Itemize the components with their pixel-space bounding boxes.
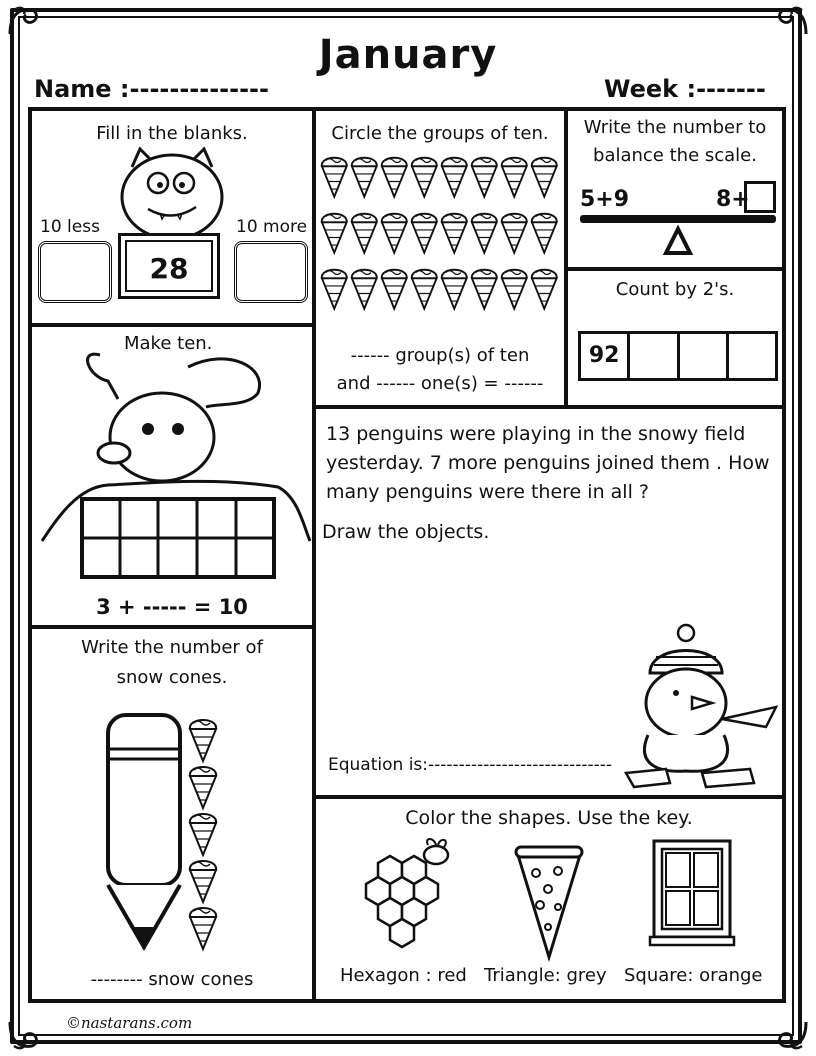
- copyright: ©nastarans.com: [66, 1014, 193, 1032]
- balance-section: [564, 107, 786, 271]
- ten-less-label: 10 less: [40, 217, 100, 237]
- ten-less-answer-box[interactable]: [38, 241, 112, 303]
- snow-cone-icon: [502, 158, 527, 197]
- snow-cones-section: [28, 625, 316, 1003]
- make-ten-section: [28, 323, 316, 629]
- equation-line[interactable]: Equation is:------------------------------: [328, 755, 613, 775]
- fill-blanks-section: [28, 107, 316, 327]
- scale-icon: [580, 215, 776, 259]
- week-field[interactable]: Week :-------: [604, 75, 766, 103]
- triangle-key: Triangle: grey: [484, 965, 607, 986]
- ten-more-answer-box[interactable]: [234, 241, 308, 303]
- balance-title-line2: balance the scale.: [593, 145, 757, 166]
- snow-cone-icon: [502, 270, 527, 309]
- circle-groups-title: Circle the groups of ten.: [331, 123, 549, 144]
- balance-title-line1: Write the number to: [583, 117, 767, 138]
- center-number: 28: [125, 240, 213, 292]
- color-shapes-title: Color the shapes. Use the key.: [405, 807, 693, 829]
- penguin-icon: [626, 623, 782, 795]
- pizza-triangle-icon[interactable]: [514, 843, 584, 963]
- snow-cone-icon: [532, 270, 557, 309]
- snow-cone-icon: [322, 214, 347, 253]
- snow-cone-icon: [412, 214, 437, 253]
- snow-cone-icon: [532, 214, 557, 253]
- snow-cone-icon: [322, 270, 347, 309]
- color-shapes-section: [312, 795, 786, 1003]
- snow-cone-icon: [322, 158, 347, 197]
- ones-line[interactable]: and ------ one(s) = ------: [336, 373, 544, 394]
- snow-cone-icon: [190, 908, 216, 949]
- word-problem-section: [312, 405, 786, 799]
- snow-cone-icon: [412, 158, 437, 197]
- draw-objects-label: Draw the objects.: [322, 521, 490, 543]
- snow-cone-icon: [472, 214, 497, 253]
- corner-swirl-icon: [6, 1018, 40, 1052]
- groups-of-ten-line[interactable]: ------ group(s) of ten: [350, 345, 530, 366]
- make-ten-title: Make ten.: [124, 333, 213, 354]
- snow-cones-title-line1: Write the number of: [81, 637, 263, 658]
- balance-right-expression: 8+: [716, 187, 750, 212]
- count-blank-cell[interactable]: [729, 334, 775, 378]
- window-square-icon[interactable]: [650, 837, 736, 957]
- count-by-two-section: [564, 267, 786, 409]
- ten-more-label: 10 more: [236, 217, 308, 237]
- name-field[interactable]: Name :--------------: [34, 75, 269, 103]
- snow-cone-icon: [532, 158, 557, 197]
- circle-groups-section: [312, 107, 568, 409]
- snow-cone-icon: [190, 767, 216, 808]
- snow-cone-icon: [412, 270, 437, 309]
- snow-cones-answer-line[interactable]: -------- snow cones: [90, 969, 254, 990]
- snow-cone-icon: [442, 270, 467, 309]
- snow-cone-icon: [472, 270, 497, 309]
- pencil-icon: [104, 711, 184, 951]
- snow-cone-icon: [382, 158, 407, 197]
- snow-cones-title-line2: snow cones.: [116, 667, 228, 688]
- balance-left-expression: 5+9: [580, 187, 630, 212]
- count-sequence: [578, 331, 778, 381]
- snow-cone-icon: [382, 214, 407, 253]
- count-start-cell: 92: [581, 334, 630, 378]
- snow-cone-icon: [442, 158, 467, 197]
- problem-line-3: many penguins were there in all ?: [326, 481, 649, 503]
- fill-blanks-title: Fill in the blanks.: [96, 123, 248, 144]
- hexagon-key: Hexagon : red: [340, 965, 467, 986]
- make-ten-equation[interactable]: 3 + ----- = 10: [96, 595, 248, 619]
- drawing-area[interactable]: [322, 549, 622, 749]
- snow-cone-icon: [352, 158, 377, 197]
- snow-cone-icon: [190, 861, 216, 902]
- problem-line-2: yesterday. 7 more penguins joined them . How: [326, 452, 770, 474]
- snow-cone-icon: [190, 814, 216, 855]
- snow-cone-icon: [382, 270, 407, 309]
- snow-cone-icon: [352, 214, 377, 253]
- number-sign: [118, 233, 220, 299]
- snow-cone-icon: [472, 158, 497, 197]
- hexagon-honeycomb-icon[interactable]: [358, 835, 458, 955]
- snow-cone-icon: [442, 214, 467, 253]
- square-key: Square: orange: [624, 965, 763, 986]
- page-title: January: [318, 32, 498, 78]
- count-by-two-title: Count by 2's.: [615, 279, 735, 300]
- problem-line-1: 13 penguins were playing in the snowy field: [326, 423, 746, 445]
- snow-cone-icon: [502, 214, 527, 253]
- snow-cone-icon: [190, 720, 216, 761]
- monster-icon: [112, 147, 232, 247]
- count-blank-cell[interactable]: [680, 334, 729, 378]
- snow-cone-icon: [352, 270, 377, 309]
- ten-frame[interactable]: [80, 497, 276, 579]
- snow-cone-grid: [320, 153, 560, 323]
- balance-answer-box[interactable]: [744, 181, 776, 213]
- corner-swirl-icon: [776, 1018, 810, 1052]
- count-blank-cell[interactable]: [630, 334, 679, 378]
- snow-cone-column: [186, 715, 226, 955]
